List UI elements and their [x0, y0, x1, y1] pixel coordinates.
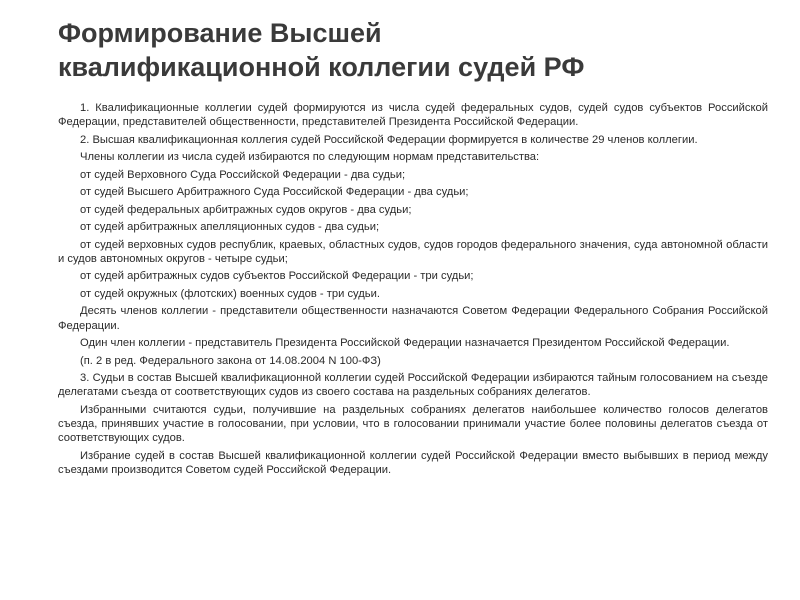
paragraph-14: 3. Судьи в состав Высшей квалификационной коллегии судей Российской Федерации избираются тайным голосованием на съезде делегатами съезда от соответствующих судов из своего состава на раздельных собраниях делегатов. — [58, 372, 768, 399]
paragraph-7: от судей арбитражных апелляционных судов - два судьи; — [80, 221, 380, 234]
paragraph-4: от судей Верховного Суда Российской Федерации - два судьи; — [80, 168, 406, 181]
paragraph-13: (п. 2 в ред. Федерального закона от 14.08.2004 N 100-ФЗ) — [80, 354, 381, 367]
paragraph-6: от судей федеральных арбитражных судов округов - два судьи; — [80, 203, 412, 216]
paragraph-10: от судей окружных (флотских) военных судов - три судьи. — [80, 287, 380, 300]
slide-title — [58, 16, 758, 84]
paragraph-2: 2. Высшая квалификационная коллегия судей Российской Федерации формируется в количестве 29 членов коллегии. — [80, 133, 698, 146]
slide-title-line-1: Формирование Высшей — [58, 18, 382, 48]
slide-body — [58, 101, 768, 480]
paragraph-1: 1. Квалификационные коллегии судей формируются из числа судей федеральных судов, судей судов субъектов Российской Федерации, представителей общественности, представителей Президента Российской Федерации. — [58, 102, 768, 129]
paragraph-12: Один член коллегии - представитель Президента Российской Федерации назначается Президентом Российской Федерации. — [80, 337, 730, 350]
paragraph-15: Избранными считаются судьи, получившие на раздельных собраниях делегатов наибольшее количество голосов делегатов съезда, принявших участие в голосовании, при условии, что в голосовании принимали участие более половины делегатов съезда от соответствующих судов. — [58, 403, 768, 445]
slide-title-line-2: квалификационной коллегии судей РФ — [58, 52, 585, 82]
paragraph-9: от судей арбитражных судов субъектов Российской Федерации - три судьи; — [80, 270, 474, 283]
paragraph-3: Члены коллегии из числа судей избираются по следующим нормам представительства: — [80, 151, 540, 164]
paragraph-8: от судей верховных судов республик, краевых, областных судов, судов городов федерального значения, суда автономной области и судов автономных округов - четыре судьи; — [58, 238, 768, 265]
paragraph-16: Избрание судей в состав Высшей квалификационной коллегии судей Российской Федерации вместо выбывших в период между съездами производится Советом судей Российской Федерации. — [58, 449, 768, 476]
paragraph-5: от судей Высшего Арбитражного Суда Российской Федерации - два судьи; — [80, 186, 469, 199]
paragraph-11: Десять членов коллегии - представители общественности назначаются Советом Федерации Федерального Собрания Российской Федерации. — [58, 305, 768, 332]
